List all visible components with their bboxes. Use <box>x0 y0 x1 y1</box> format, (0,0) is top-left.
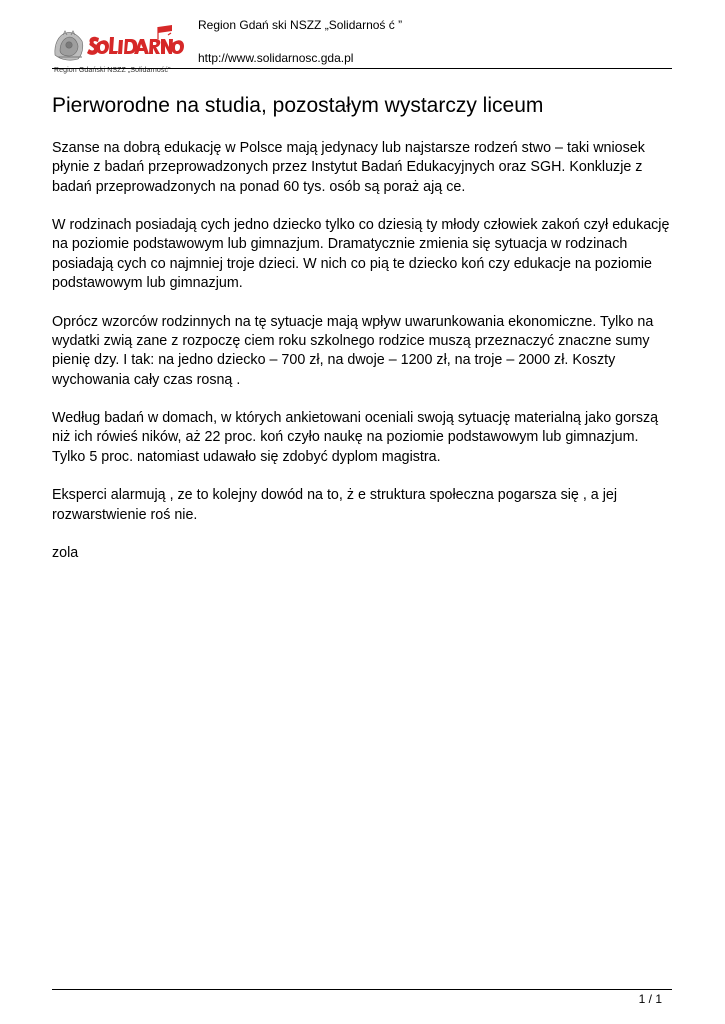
text-line: pienię dzy. I tak: na jedno dziecko – 700 zł, na dwoje – 1200 zł, na troje – 2000 zł. Koszty <box>52 352 616 369</box>
solidarnosc-logo-icon <box>52 23 188 67</box>
article-body <box>52 139 698 583</box>
author-signature <box>52 544 698 563</box>
header-url[interactable]: http://www.solidarnosc.gda.pl <box>198 51 354 65</box>
text-line: posiadają cych co najmniej troje dzieci. W nich co pią te dziecko koń czy edukacje na poziomie <box>52 255 652 272</box>
page-header <box>52 10 672 74</box>
text-line: płynie z badań przeprowadzonych przez Instytut Badań Edukacyjnych oraz SGH. Konkluzje z <box>52 159 643 176</box>
paragraph <box>52 313 698 390</box>
text-line: wychowania cały czas rosną . <box>52 371 241 388</box>
article-title: Pierworodne na studia, pozostałym wystarczy liceum <box>52 94 544 117</box>
text-line: niż ich rówieś ników, aż 22 proc. koń czyło naukę na poziomie podstawowym lub gimnazjum. <box>52 429 639 446</box>
page-number: 1 / 1 <box>638 992 662 1006</box>
paragraph <box>52 486 698 525</box>
text-line: podstawowym lub gimnazjum. <box>52 275 243 292</box>
text-line: wydatki zwią zane z rozpoczę ciem roku szkolnego rodzice muszą przeznaczyć znaczne sumy <box>52 332 650 349</box>
text-line: na poziomie podstawowym lub gimnazjum. Dramatycznie zmienia się sytuacja w rodzinach <box>52 236 628 253</box>
text-line: Szanse na dobrą edukację w Polsce mają jedynacy lub najstarsze rodzeń stwo – taki wniosek <box>52 140 645 156</box>
text-line: badań przeprowadzonych na ponad 60 tys. osób są poraż ają ce. <box>52 178 466 195</box>
text-line: rozwarstwienie roś nie. <box>52 506 198 523</box>
solidarnosc-logo <box>52 23 188 79</box>
logo-caption: Region Gdański NSZZ „Solidarność” <box>54 67 171 74</box>
text-line: zola <box>52 545 79 562</box>
paragraph <box>52 139 698 197</box>
footer-divider <box>52 989 672 990</box>
header-title: Region Gdań ski NSZZ „Solidarnoś ć ” <box>198 18 403 32</box>
text-line: Tylko 5 proc. natomiast udawało się zdobyć dyplom magistra. <box>52 448 441 465</box>
text-line: Według badań w domach, w których ankietowani oceniali swoją sytuację materialną jako gorszą <box>52 410 659 427</box>
text-line: Eksperci alarmują , ze to kolejny dowód na to, ż e struktura społeczna pogarsza się , a jej <box>52 487 618 504</box>
paragraph <box>52 216 698 293</box>
text-line: W rodzinach posiadają cych jedno dziecko tylko co dziesią ty młody człowiek zakoń czył edukację <box>52 217 670 234</box>
header-divider <box>52 68 672 69</box>
text-line: Oprócz wzorców rodzinnych na tę sytuacje mają wpływ uwarunkowania ekonomiczne. Tylko na <box>52 313 654 330</box>
paragraph <box>52 409 698 467</box>
